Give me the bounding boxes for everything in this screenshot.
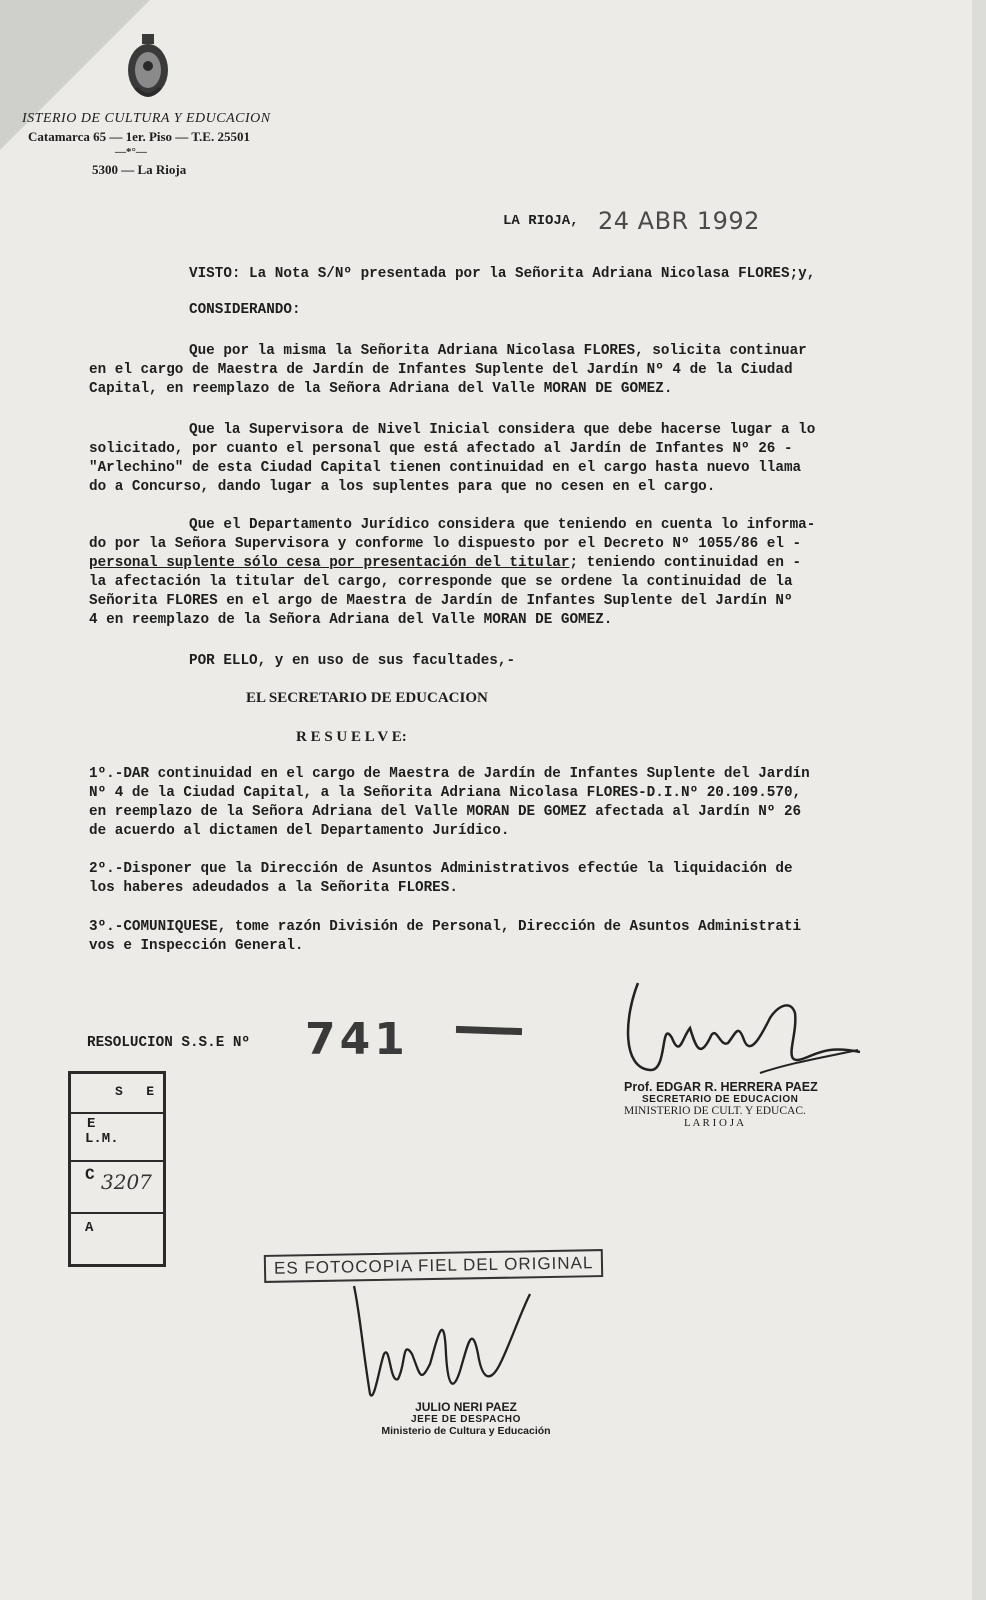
text-line: vos e Inspección General. xyxy=(89,938,304,954)
routing-divider xyxy=(71,1112,163,1114)
text-line: los haberes adeudados a la Señorita FLORES. xyxy=(89,880,458,896)
routing-row-lm: L.M. xyxy=(85,1131,119,1147)
signer-city: L A R I O J A xyxy=(684,1117,745,1129)
text-line: Que por la misma la Señorita Adriana Nicolasa FLORES, solicita continuar xyxy=(189,343,807,359)
text-line: la afectación la titular del cargo, corresponde que se ordene la continuidad de la xyxy=(89,574,793,590)
signature-block-jefe xyxy=(366,1400,566,1437)
underlined-text: personal suplente sólo cesa por presentación del titular xyxy=(89,555,570,571)
text-line: 4 en reemplazo de la Señora Adriana del Valle MORAN DE GOMEZ. xyxy=(89,612,613,628)
routing-divider xyxy=(71,1160,163,1162)
signer-ministry: MINISTERIO DE CULT. Y EDUCAC. xyxy=(624,1105,806,1117)
signature-block-secretary xyxy=(624,1080,818,1129)
routing-row-e: E xyxy=(87,1116,96,1132)
signer2-title: JEFE DE DESPACHO xyxy=(411,1414,521,1425)
text-line: 3º.-COMUNIQUESE, tome razón División de Personal, Dirección de Asuntos Administrati xyxy=(89,919,802,935)
text-line: de acuerdo al dictamen del Departamento Jurídico. xyxy=(89,823,510,839)
signer2-name: JULIO NERI PAEZ xyxy=(415,1400,517,1414)
text-line: "Arlechino" de esta Ciudad Capital tienen continuidad en el cargo hasta nuevo llama xyxy=(89,460,802,476)
text-line: 1º.-DAR continuidad en el cargo de Maestra de Jardín de Infantes Suplente del Jardín xyxy=(89,766,810,782)
copy-certification-stamp: ES FOTOCOPIA FIEL DEL ORIGINAL xyxy=(264,1249,604,1283)
resolucion-number: 741 xyxy=(305,1014,409,1065)
text-line: 2º.-Disponer que la Dirección de Asuntos Administrativos efectúe la liquidación de xyxy=(89,861,793,877)
resuelve-heading: R E S U E L V E: xyxy=(296,729,407,745)
signature-scribble xyxy=(620,978,865,1088)
considerando-paragraph-1 xyxy=(89,342,807,399)
text-line: en reemplazo de la Señora Adriana del Valle MORAN DE GOMEZ afectada al Jardín Nº 26 xyxy=(89,804,802,820)
text-line: do por la Señora Supervisora y conforme lo dispuesto por el Decreto Nº 1055/86 el - xyxy=(89,536,802,552)
date-stamp: 24 ABR 1992 xyxy=(598,207,760,235)
article-2 xyxy=(89,860,793,898)
text-fragment: ; teniendo continuidad en - xyxy=(569,555,802,571)
secretario-heading: EL SECRETARIO DE EDUCACION xyxy=(246,690,488,706)
visto-line: VISTO: La Nota S/Nº presentada por la Señorita Adriana Nicolasa FLORES;y, xyxy=(189,266,816,282)
ministry-address: Catamarca 65 — 1er. Piso — T.E. 25501 xyxy=(28,129,250,144)
text-line: Señorita FLORES en el argo de Maestra de Jardín de Infantes Suplente del Jardín Nº xyxy=(89,593,793,609)
text-line: do a Concurso, dando lugar a los suplentes para que no cesen en el cargo. xyxy=(89,479,716,495)
letterhead-separator: —*°— xyxy=(115,146,147,158)
routing-divider xyxy=(71,1212,163,1214)
text-line: Que el Departamento Jurídico considera que teniendo en cuenta lo informa- xyxy=(189,517,816,533)
routing-row-c: C xyxy=(85,1166,95,1184)
coat-of-arms-emblem xyxy=(122,28,174,104)
signature-scribble-2 xyxy=(350,1284,540,1409)
article-1 xyxy=(89,765,810,841)
resolucion-label: RESOLUCION S.S.E Nº xyxy=(87,1035,251,1051)
routing-row-a: A xyxy=(85,1220,94,1236)
text-line: en el cargo de Maestra de Jardín de Infantes Suplente del Jardín Nº 4 de la Ciudad xyxy=(89,362,793,378)
text-line xyxy=(89,554,815,573)
signer-name: Prof. EDGAR R. HERRERA PAEZ xyxy=(624,1080,818,1094)
dash-mark xyxy=(456,1026,522,1035)
article-3 xyxy=(89,918,801,956)
text-line: solicitado, por cuanto el personal que está afectado al Jardín de Infantes Nº 26 - xyxy=(89,441,793,457)
routing-row-se: S E xyxy=(115,1084,155,1099)
signer2-ministry: Ministerio de Cultura y Educación xyxy=(381,1425,551,1437)
text-line: Nº 4 de la Ciudad Capital, a la Señorita Adriana Nicolasa FLORES-D.I.Nº 20.109.570, xyxy=(89,785,802,801)
considerando-paragraph-2 xyxy=(89,421,815,497)
signer-title: SECRETARIO DE EDUCACION xyxy=(642,1094,799,1105)
ministry-name: ISTERIO DE CULTURA Y EDUCACION xyxy=(22,111,271,126)
ministry-city: 5300 — La Rioja xyxy=(92,162,187,177)
text-line: Capital, en reemplazo de la Señora Adriana del Valle MORAN DE GOMEZ. xyxy=(89,381,673,397)
considerando-heading: CONSIDERANDO: xyxy=(189,302,301,318)
por-ello-line: POR ELLO, y en uso de sus facultades,- xyxy=(189,653,516,669)
text-line: Que la Supervisora de Nivel Inicial considera que debe hacerse lugar a lo xyxy=(189,422,816,438)
routing-box xyxy=(68,1071,166,1267)
considerando-paragraph-3 xyxy=(89,516,815,630)
routing-handwritten-number: 3207 xyxy=(101,1170,152,1194)
date-place: LA RIOJA, xyxy=(503,213,579,229)
